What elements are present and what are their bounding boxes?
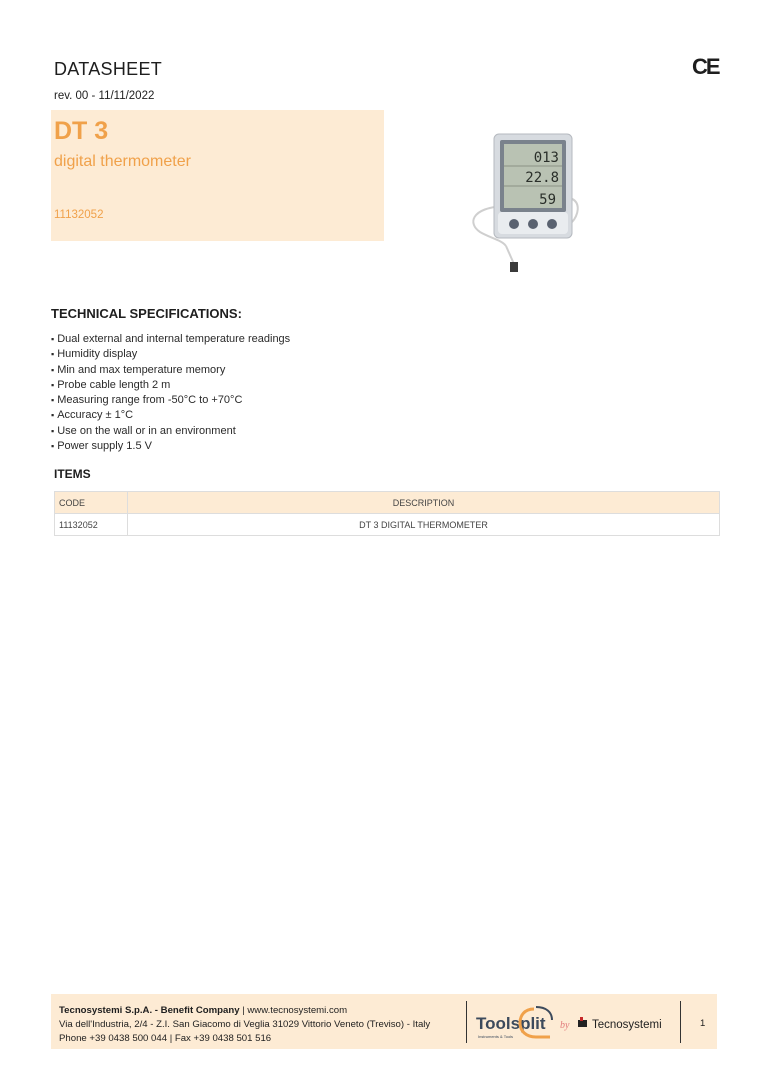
revision-date: rev. 00 - 11/11/2022 (54, 90, 155, 102)
logo-by-text: by (560, 1020, 570, 1031)
spec-item: ▪ Humidity display (51, 347, 290, 362)
spec-item: ▪ Power supply 1.5 V (51, 439, 290, 454)
spec-item: ▪ Accuracy ± 1°C (51, 408, 290, 423)
item-code-cell: 11132052 (55, 514, 128, 536)
spec-item: ▪ Probe cable length 2 m (51, 378, 290, 393)
item-description-cell: DT 3 DIGITAL THERMOMETER (128, 514, 720, 536)
ce-mark-logo: CE (692, 54, 719, 79)
table-header-row (55, 492, 720, 514)
display-reading-2: 22.8 (525, 170, 559, 186)
tecnosystemi-logo-text: Tecnosystemi (592, 1019, 662, 1031)
display-reading-1: 013 (533, 150, 559, 166)
footer-company-name: Tecnosystemi S.p.A. - Benefit Company (59, 1005, 240, 1016)
display-reading-3: 59 (539, 192, 556, 208)
specs-list (51, 332, 290, 454)
svg-text:Instruments & Tools: Instruments & Tools (478, 1034, 514, 1039)
column-header-code: CODE (55, 492, 128, 514)
spec-item: ▪ Min and max temperature memory (51, 363, 290, 378)
footer-divider (680, 1001, 681, 1043)
brand-logos (474, 1000, 672, 1044)
footer-divider (466, 1001, 467, 1043)
spec-item: ▪ Measuring range from -50°C to +70°C (51, 393, 290, 408)
product-subtitle: digital thermometer (54, 153, 191, 170)
document-type-label: DATASHEET (54, 59, 163, 79)
items-heading: ITEMS (54, 467, 91, 481)
page-number: 1 (700, 1018, 706, 1029)
toolsplit-logo (476, 1007, 552, 1039)
column-header-description: DESCRIPTION (128, 492, 720, 514)
footer-contact-info (59, 1004, 430, 1046)
product-name: DT 3 (54, 117, 109, 145)
product-code: 11132052 (54, 209, 104, 221)
footer-phone: Phone +39 0438 500 044 | Fax +39 0438 501 516 (59, 1033, 272, 1044)
specs-heading: TECHNICAL SPECIFICATIONS: (51, 306, 242, 321)
footer-address: Via dell'Industria, 2/4 - Z.I. San Giacomo di Veglia 31029 Vittorio Veneto (Treviso) - Italy (59, 1019, 431, 1030)
spec-item: ▪ Use on the wall or in an environment (51, 424, 290, 439)
items-table (54, 491, 720, 536)
digital-thermometer-photo (462, 128, 596, 276)
footer-website: | www.tecnosystemi.com (239, 1005, 348, 1016)
table-row (55, 514, 720, 536)
spec-item: ▪ Dual external and internal temperature readings (51, 332, 290, 347)
tecnosystemi-logo (578, 1017, 662, 1031)
toolsplit-logo-text: Toolsplit (476, 1014, 546, 1033)
